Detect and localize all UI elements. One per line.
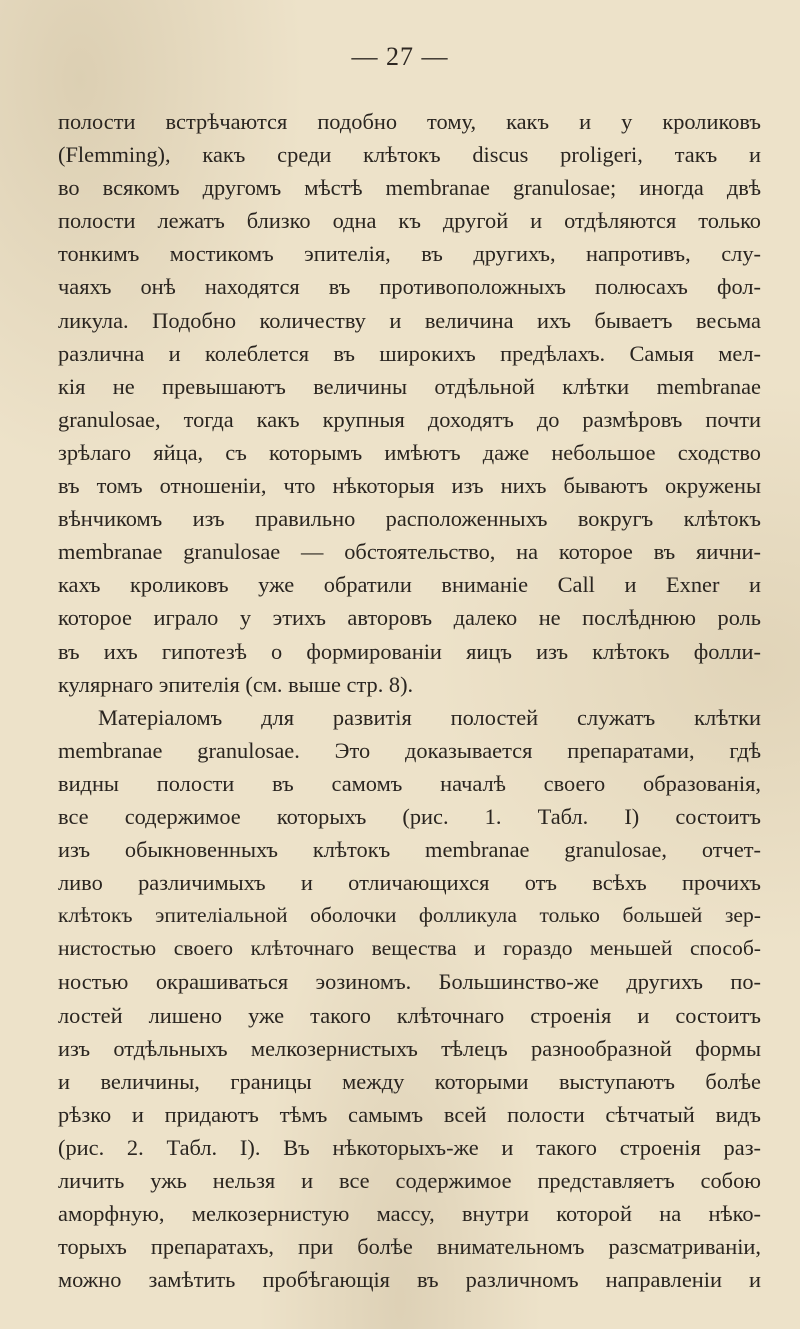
text-line: ливо различимыхъ и отличающихся отъ всѣхъ прочихъ	[58, 870, 761, 896]
text-line: кахъ кроликовъ уже обратили вниманіе Call и Exner и	[58, 572, 761, 598]
text-line: ликула. Подобно количеству и величина ихъ бываетъ весьма	[58, 307, 761, 333]
text-line: аморфную, мелкозернистую массу, внутри которой на нѣко-	[58, 1201, 761, 1227]
text-line: изъ обыкновенныхъ клѣтокъ membranae granulosae, отчет-	[58, 837, 761, 863]
text-line: лостей лишено уже такого клѣточнаго строенія и состоитъ	[58, 1002, 761, 1028]
text-line: во всякомъ другомъ мѣстѣ membranae granulosae; иногда двѣ	[58, 175, 761, 201]
text-line: кія не превышаютъ величины отдѣльной клѣтки membranae	[58, 373, 761, 399]
text-line: личить ужь нельзя и все содержимое представляетъ собою	[58, 1168, 761, 1193]
text-line: которое играло у этихъ авторовъ далеко не послѣднюю роль	[58, 605, 761, 631]
text-line: торыхъ препаратахъ, при болѣе внимательномъ разсматриваніи,	[58, 1234, 761, 1260]
text-line: вѣнчикомъ изъ правильно расположенныхъ вокругъ клѣтокъ	[58, 506, 761, 532]
text-line: membranae granulosae. Это доказывается препаратами, гдѣ	[58, 737, 761, 763]
text-line: полости лежатъ близко одна къ другой и отдѣляются только	[58, 208, 761, 234]
text-line: различна и колеблется въ широкихъ предѣлахъ. Самыя мел-	[58, 340, 761, 366]
text-line: клѣтокъ эпителіальной оболочки фолликула только большей зер-	[58, 903, 761, 928]
text-line: въ томъ отношеніи, что нѣкоторыя изъ нихъ бываютъ окружены	[58, 473, 761, 499]
page-number: — 27 —	[351, 42, 449, 71]
text-line: чаяхъ онѣ находятся въ противоположныхъ полюсахъ фол-	[58, 274, 761, 300]
paragraph-end-line: кулярнаго эпителія (см. выше стр. 8).	[58, 671, 414, 697]
text-line: ностью окрашиваться эозиномъ. Большинство-же другихъ по-	[58, 969, 761, 995]
text-line: все содержимое которыхъ (рис. 1. Табл. I) состоитъ	[58, 803, 761, 829]
text-line: въ ихъ гипотезѣ о формированіи яицъ изъ клѣтокъ фолли-	[58, 638, 761, 664]
text-line: рѣзко и придаютъ тѣмъ самымъ всей полости сѣтчатый видъ	[58, 1101, 761, 1127]
text-line: тонкимъ мостикомъ эпителія, въ другихъ, напротивъ, слу-	[58, 241, 761, 267]
text-line: зрѣлаго яйца, съ которымъ имѣютъ даже небольшое сходство	[58, 439, 761, 465]
text-line: (рис. 2. Табл. I). Въ нѣкоторыхъ-же и такого строенія раз-	[58, 1134, 761, 1160]
text-line: (Flemming), какъ среди клѣтокъ discus proligeri, такъ и	[58, 142, 761, 168]
text-line: и величины, границы между которыми выступаютъ болѣе	[58, 1068, 761, 1094]
text-line: membranae granulosae — обстоятельство, на которое въ яични-	[58, 539, 761, 565]
text-line: полости встрѣчаются подобно тому, какъ и у кроликовъ	[58, 109, 761, 134]
text-line: granulosae, тогда какъ крупныя доходятъ до размѣровъ почти	[58, 406, 761, 432]
paragraph-start-line: Матеріаломъ для развитія полостей служатъ клѣтки	[98, 704, 761, 730]
body-text	[58, 105, 761, 1296]
text-line: видны полости въ самомъ началѣ своего образованія,	[58, 770, 761, 796]
text-line: нистостью своего клѣточнаго вещества и гораздо меньшей способ-	[58, 936, 761, 961]
text-line: изъ отдѣльныхъ мелкозернистыхъ тѣлецъ разнообразной формы	[58, 1035, 761, 1061]
text-line: можно замѣтить пробѣгающія въ различномъ направленіи и	[58, 1267, 761, 1293]
